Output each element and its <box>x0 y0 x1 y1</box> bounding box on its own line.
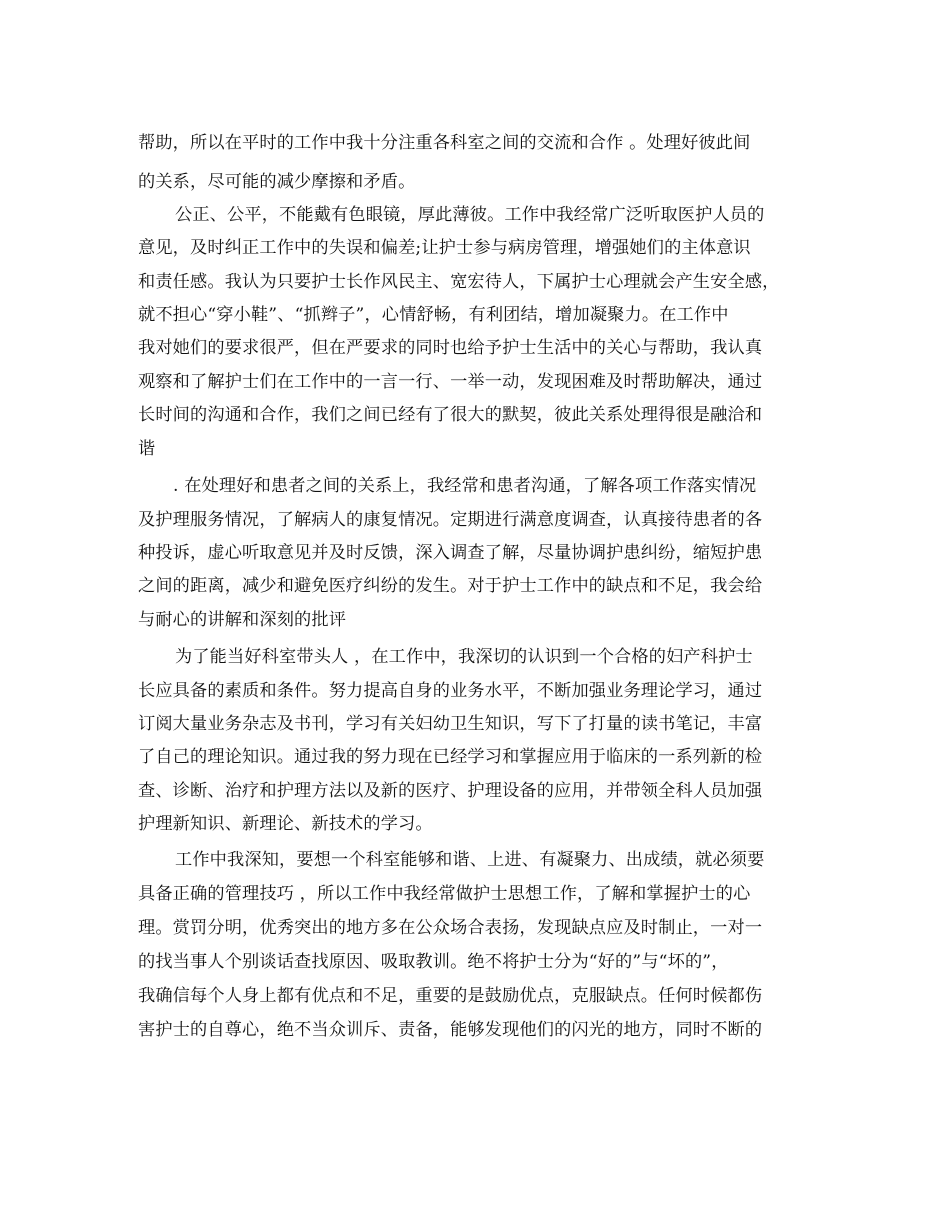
text-line: 长应具备的素质和条件。努力提高自身的业务水平，不断加强业务理论学习，通过 <box>138 681 763 701</box>
text-line: 意见，及时纠正工作中的失误和偏差;让护士参与病房管理，增强她们的主体意识 <box>138 238 751 258</box>
text-line: 与耐心的讲解和深刻的批评 <box>138 610 347 630</box>
text-line: 帮助，所以在平时的工作中我十分注重各科室之间的交流和合作 。处理好彼此间 <box>138 133 751 153</box>
text-line: 谐 <box>138 439 156 459</box>
text-line: 为了能当好科室带头人 ，在工作中，我深切的认识到一个合格的妇产科护士 <box>175 647 753 667</box>
text-line: 就不担心“穿小鞋”、“抓辫子”，心情舒畅，有利团结，增加凝聚力。在工作中 <box>138 305 729 325</box>
text-line: 理。赏罚分明，优秀突出的地方多在公众场合表扬，发现缺点应及时制止，一对一 <box>138 918 763 938</box>
text-line: 及护理服务情况，了解病人的康复情况。定期进行满意度调查，认真接待患者的各 <box>138 510 763 530</box>
text-line: 我对她们的要求很严，但在严要求的同时也给予护士生活中的关心与帮助，我认真 <box>138 338 763 358</box>
text-line: 了自己的理论知识。通过我的努力现在已经学习和掌握应用于临床的一系列新的检 <box>138 747 763 767</box>
text-line: 具备正确的管理技巧 ，所以工作中我经常做护士思想工作，了解和掌握护士的心 <box>138 884 751 904</box>
text-line: 工作中我深知，要想一个科室能够和谐、上进、有凝聚力、出成绩，就必须要 <box>175 850 765 870</box>
text-line: 护理新知识、新理论、新技术的学习。 <box>138 814 433 834</box>
text-line: 我确信每个人身上都有优点和不足，重要的是鼓励优点，克服缺点。任何时候都伤 <box>138 986 763 1006</box>
text-line: 公正、公平，不能戴有色眼镜，厚此薄彼。工作中我经常广泛听取医护人员的 <box>175 205 765 225</box>
text-line: 的找当事人个别谈话查找原因、吸取教训。绝不将护士分为“好的”与“坏的”， <box>138 952 729 972</box>
text-line: 之间的距离，减少和避免医疗纠纷的发生。对于护士工作中的缺点和不足，我会给 <box>138 576 763 596</box>
text-line: 查、诊断、治疗和护理方法以及新的医疗、护理设备的应用，并带领全科人员加强 <box>138 781 763 801</box>
text-line: 和责任感。我认为只要护士长作风民主、宽宏待人，下属护士心理就会产生安全感， <box>138 272 780 292</box>
text-line: 观察和了解护士们在工作中的一言一行、一举一动，发现困难及时帮助解决，通过 <box>138 372 763 392</box>
text-line: 订阅大量业务杂志及书刊，学习有关妇幼卫生知识，写下了打量的读书笔记，丰富 <box>138 714 763 734</box>
text-line: 长时间的沟通和合作，我们之间已经有了很大的默契，彼此关系处理得很是融洽和 <box>138 405 763 425</box>
text-line: . 在处理好和患者之间的关系上，我经常和患者沟通，了解各项工作落实情况 <box>173 476 757 496</box>
text-line: 害护士的自尊心，绝不当众训斥、责备，能够发现他们的闪光的地方，同时不断的 <box>138 1020 763 1040</box>
text-line: 的关系，尽可能的减少摩擦和矛盾。 <box>138 172 416 192</box>
text-line: 种投诉，虚心听取意见并及时反馈，深入调查了解，尽量协调护患纠纷，缩短护患 <box>138 543 763 563</box>
